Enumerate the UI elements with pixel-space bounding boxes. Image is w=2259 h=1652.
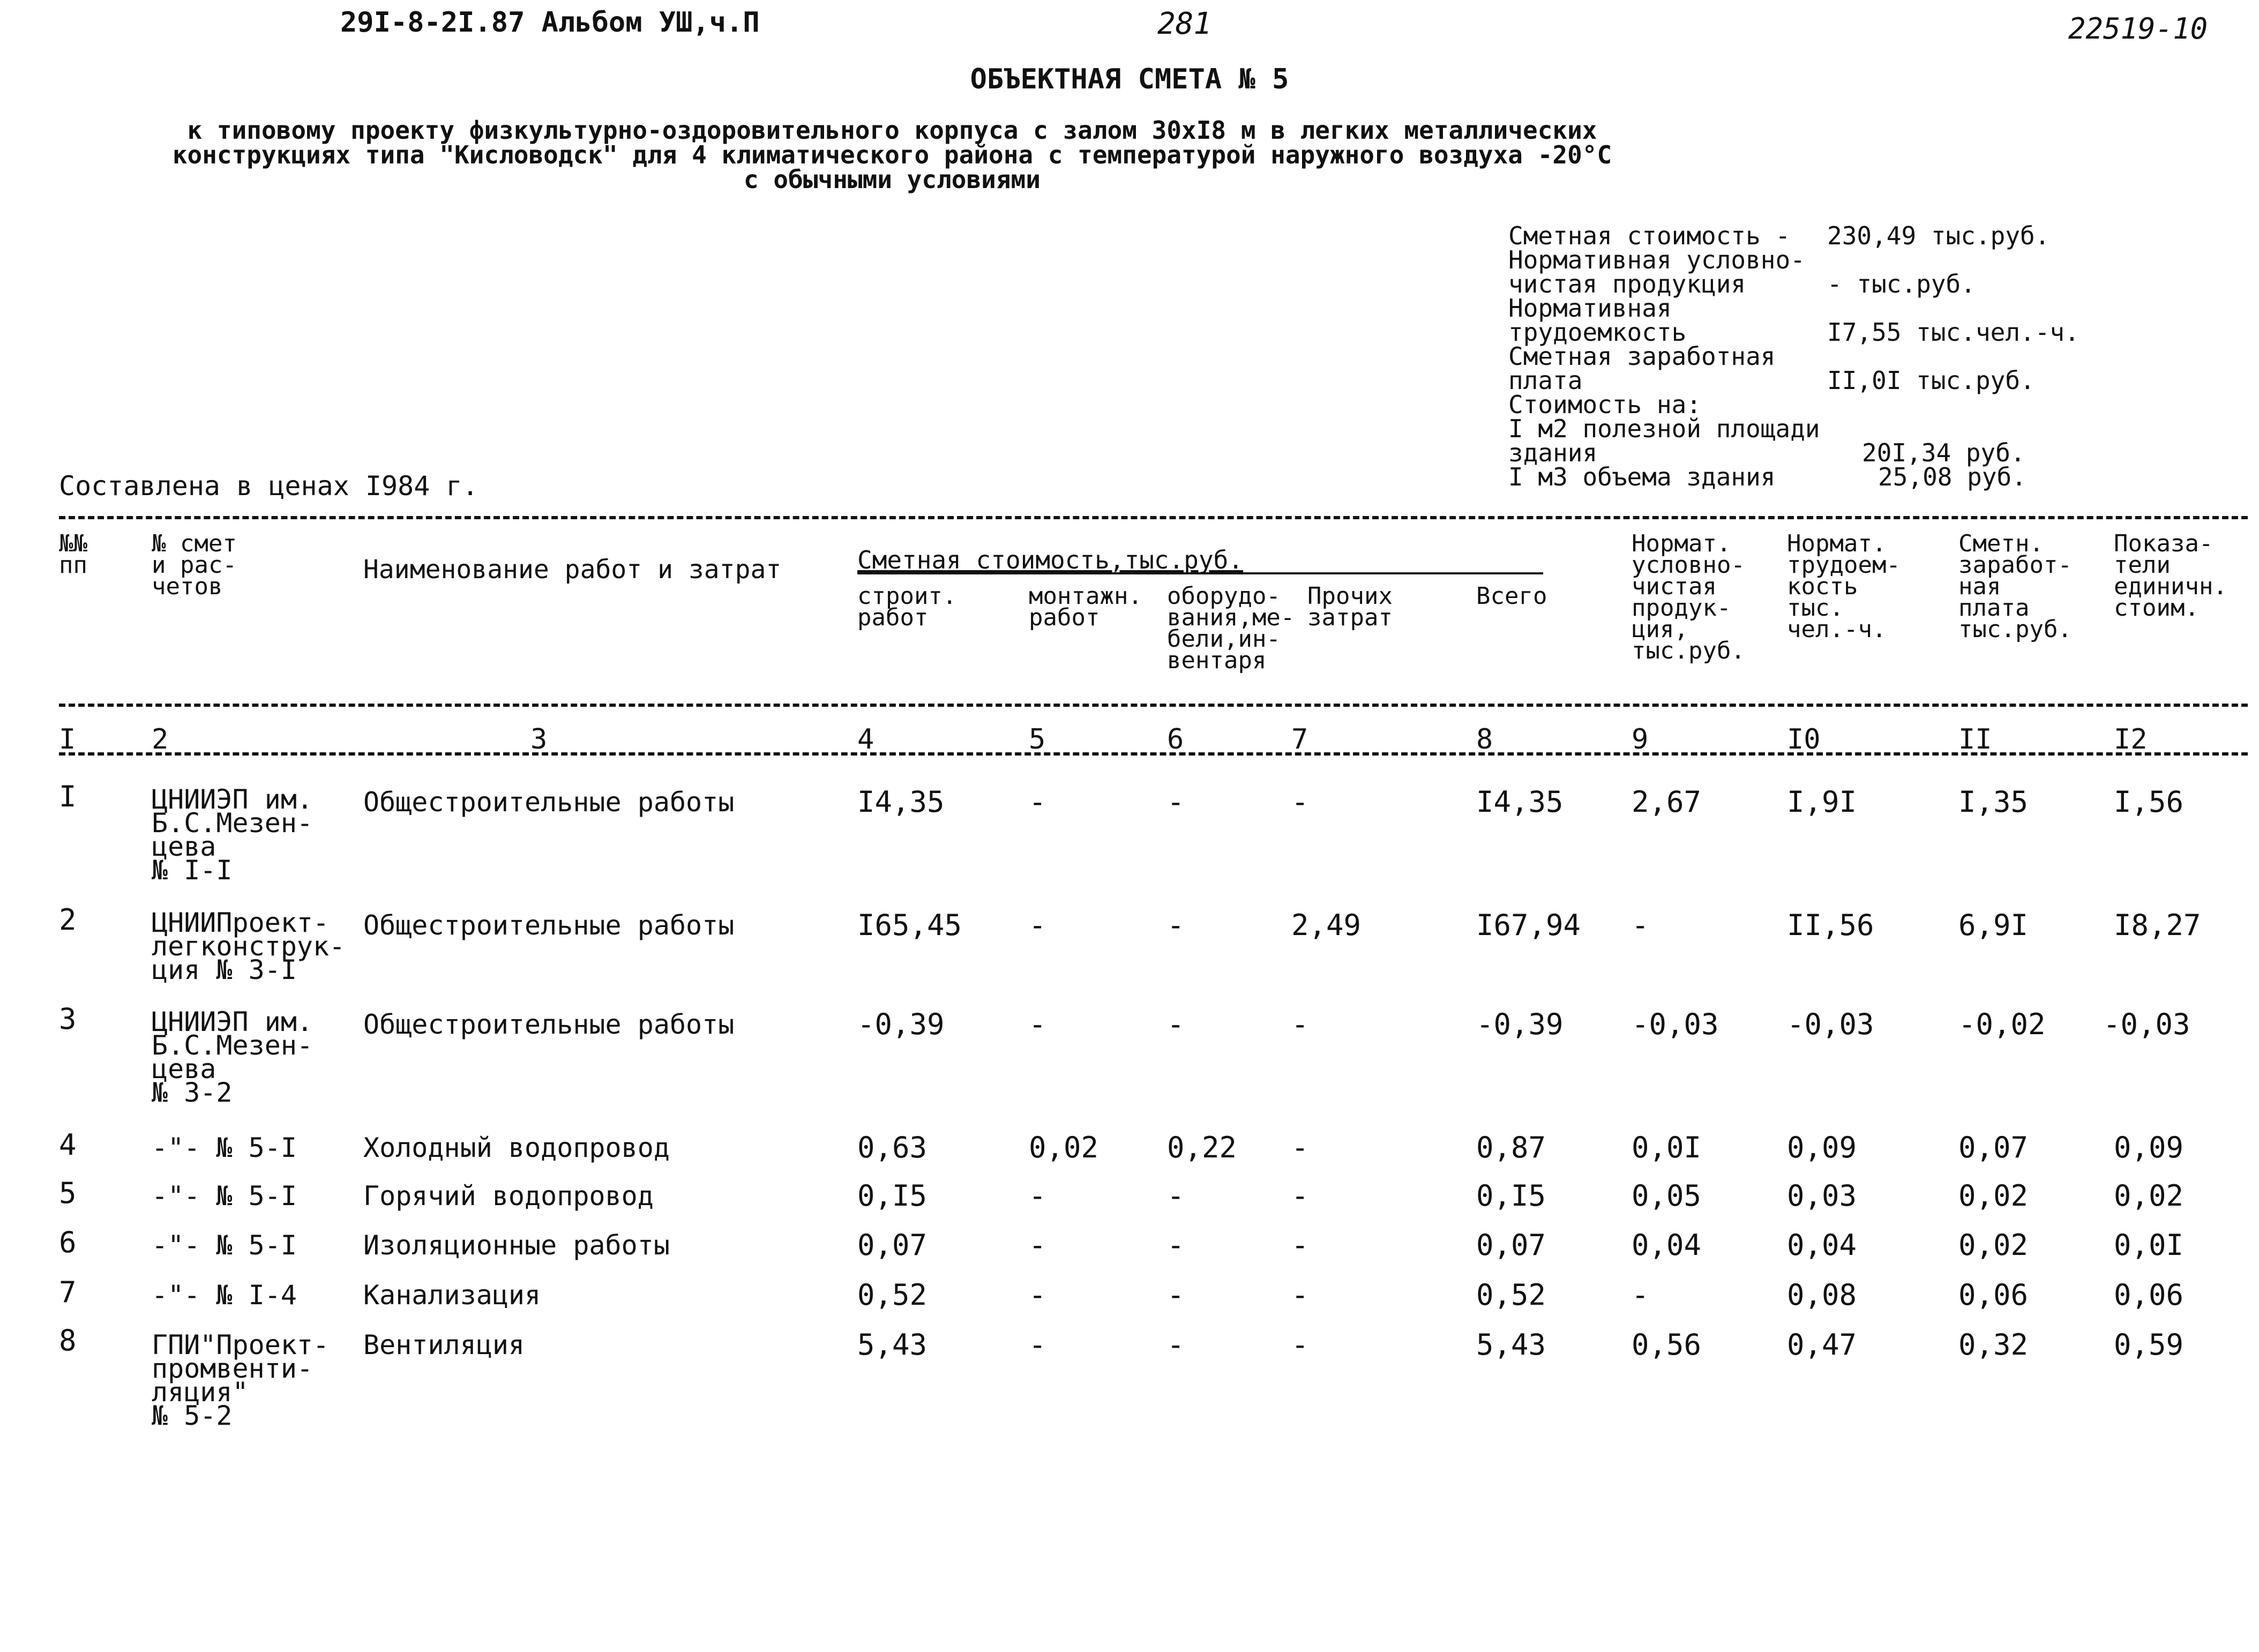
- row-number: 2: [59, 903, 77, 937]
- cost-equipment: -: [1167, 785, 1185, 819]
- header-col-12: Показа- тели единичн. стоим.: [2114, 530, 2227, 622]
- net-production: -: [1632, 1278, 1649, 1312]
- cost-equipment: -: [1167, 1007, 1185, 1041]
- cost-installation: -: [1029, 908, 1046, 942]
- summary-value: 25,08 руб.: [1878, 462, 2026, 491]
- unit-cost-indicator: 0,02: [2114, 1179, 2184, 1213]
- column-number: 6: [1167, 723, 1184, 756]
- subtitle-line-2: конструкциях типа "Кисловодск" для 4 климатического района с температурой наружного воздуха -20°С: [172, 140, 1612, 169]
- summary-label: I м2 полезной площади: [1508, 414, 1820, 443]
- labor-intensity: -0,03: [1787, 1007, 1874, 1041]
- cost-equipment: -: [1167, 1179, 1185, 1213]
- estimate-reference: ЦНИИПроект- легконструк- ция № 3-I: [152, 907, 346, 985]
- cost-total: 0,I5: [1476, 1179, 1546, 1213]
- cost-equipment: -: [1167, 908, 1185, 942]
- column-number: 3: [530, 723, 548, 756]
- column-number: I0: [1787, 723, 1821, 756]
- header-col-7: Прочих затрат: [1307, 582, 1393, 631]
- unit-cost-indicator: I8,27: [2114, 908, 2201, 942]
- cost-total: -0,39: [1476, 1007, 1564, 1041]
- labor-intensity: 0,09: [1787, 1131, 1857, 1164]
- work-name: Холодный водопровод: [363, 1132, 670, 1163]
- header-group-underline: [857, 572, 1543, 574]
- cost-total: 0,07: [1476, 1228, 1546, 1262]
- summary-label: Стоимость на:: [1508, 390, 1702, 419]
- summary-label: трудоемкость: [1508, 318, 1687, 347]
- cost-equipment: -: [1167, 1328, 1185, 1362]
- column-number: II: [1958, 723, 1992, 756]
- unit-cost-indicator: 0,59: [2114, 1328, 2184, 1362]
- wages: 0,06: [1958, 1278, 2029, 1312]
- row-number: 3: [59, 1002, 77, 1036]
- column-number-rule: [59, 752, 2248, 756]
- header-bottom-rule: [59, 704, 2248, 707]
- unit-cost-indicator: 0,06: [2114, 1278, 2184, 1312]
- estimate-reference: ЦНИИЭП им. Б.С.Мезен- цева № I-I: [152, 784, 313, 886]
- cost-construction: -0,39: [857, 1007, 945, 1041]
- cost-other: -: [1291, 1007, 1309, 1041]
- estimate-reference: ЦНИИЭП им. Б.С.Мезен- цева № 3-2: [152, 1006, 313, 1108]
- labor-intensity: 0,04: [1787, 1228, 1857, 1262]
- price-basis-note: Составлена в ценах I984 г.: [59, 470, 478, 502]
- estimate-reference: -"- № 5-I: [152, 1230, 297, 1261]
- labor-intensity: I,9I: [1787, 785, 1857, 819]
- net-production: 2,67: [1632, 785, 1702, 819]
- cost-total: 0,52: [1476, 1278, 1546, 1312]
- cost-total: I67,94: [1476, 908, 1581, 942]
- work-name: Общестроительные работы: [363, 787, 735, 818]
- wages: 0,07: [1958, 1131, 2029, 1164]
- row-number: 6: [59, 1225, 77, 1259]
- summary-value: 20I,34 руб.: [1862, 438, 2025, 467]
- summary-label: Нормативная: [1508, 294, 1672, 323]
- cost-installation: -: [1029, 1228, 1046, 1262]
- table-top-rule: [59, 516, 2248, 519]
- document-title: ОБЪЕКТНАЯ СМЕТА № 5: [970, 63, 1289, 95]
- net-production: -0,03: [1632, 1007, 1719, 1041]
- summary-label: плата: [1508, 366, 1583, 395]
- net-production: 0,56: [1632, 1328, 1702, 1362]
- cost-other: -: [1291, 1278, 1309, 1312]
- cost-installation: -: [1029, 1278, 1046, 1312]
- cost-construction: I4,35: [857, 785, 945, 819]
- page-number: 281: [1157, 6, 1212, 41]
- cost-equipment: -: [1167, 1278, 1185, 1312]
- column-number: 8: [1476, 723, 1493, 756]
- cost-total: 0,87: [1476, 1131, 1546, 1164]
- header-col-4: строит. работ: [857, 582, 957, 631]
- cost-construction: I65,45: [857, 908, 962, 942]
- row-number: 7: [59, 1275, 77, 1309]
- wages: 0,02: [1958, 1179, 2029, 1213]
- wages: 6,9I: [1958, 908, 2029, 942]
- work-name: Канализация: [363, 1280, 541, 1311]
- summary-label: чистая продукция: [1508, 270, 1746, 298]
- column-number: 4: [857, 723, 874, 756]
- summary-value: - тыс.руб.: [1827, 270, 1976, 298]
- work-name: Вентиляция: [363, 1329, 525, 1361]
- summary-value: I7,55 тыс.чел.-ч.: [1827, 318, 2080, 347]
- summary-label: Сметная стоимость -: [1508, 221, 1791, 250]
- unit-cost-indicator: 0,0I: [2114, 1228, 2184, 1262]
- cost-other: 2,49: [1291, 908, 1362, 942]
- labor-intensity: 0,03: [1787, 1179, 1857, 1213]
- unit-cost-indicator: 0,09: [2114, 1131, 2184, 1164]
- cost-total: I4,35: [1476, 785, 1564, 819]
- subtitle-line-1: к типовому проекту физкультурно-оздоровительного корпуса с залом 30хI8 м в легких металлических: [187, 116, 1597, 145]
- column-number: I: [59, 723, 76, 756]
- work-name: Общестроительные работы: [363, 1009, 735, 1040]
- cost-other: -: [1291, 1328, 1309, 1362]
- wages: 0,32: [1958, 1328, 2029, 1362]
- column-number: 5: [1029, 723, 1046, 756]
- estimate-reference: ГПИ"Проект- промвенти- ляция" № 5-2: [152, 1329, 330, 1431]
- cost-construction: 0,52: [857, 1278, 927, 1312]
- cost-installation: -: [1029, 1007, 1046, 1041]
- estimate-reference: -"- № 5-I: [152, 1132, 297, 1163]
- unit-cost-indicator: I,56: [2114, 785, 2184, 819]
- cost-installation: -: [1029, 1328, 1046, 1362]
- row-number: I: [59, 780, 77, 813]
- work-name: Горячий водопровод: [363, 1180, 654, 1212]
- column-number: 9: [1632, 723, 1649, 756]
- cost-total: 5,43: [1476, 1328, 1546, 1362]
- cost-construction: 5,43: [857, 1328, 927, 1362]
- cost-installation: -: [1029, 785, 1046, 819]
- row-number: 8: [59, 1324, 77, 1357]
- summary-value: 230,49 тыс.руб.: [1827, 221, 2050, 250]
- net-production: 0,0I: [1632, 1131, 1702, 1164]
- header-col-8: Всего: [1476, 582, 1547, 610]
- header-col-6: оборудо- вания,ме- бели,ин- вентаря: [1167, 582, 1295, 674]
- estimate-reference: -"- № I-4: [152, 1280, 297, 1311]
- summary-value: II,0I тыс.руб.: [1827, 366, 2035, 395]
- cost-other: -: [1291, 1131, 1309, 1164]
- document-code: 22519-10: [2068, 12, 2208, 46]
- labor-intensity: 0,08: [1787, 1278, 1857, 1312]
- header-col-9: Нормат. условно- чистая продук- ция, тыс.руб.: [1632, 530, 1745, 664]
- cost-construction: 0,63: [857, 1131, 927, 1164]
- row-number: 4: [59, 1128, 77, 1162]
- wages: 0,02: [1958, 1228, 2029, 1262]
- row-number: 5: [59, 1176, 77, 1210]
- subtitle-line-3: с обычными условиями: [744, 165, 1041, 194]
- summary-label: Нормативная условно-: [1508, 245, 1805, 274]
- wages: I,35: [1958, 785, 2029, 819]
- header-group-cost: Сметная стоимость,тыс.руб.: [857, 545, 1244, 574]
- cost-construction: 0,07: [857, 1228, 927, 1262]
- work-name: Общестроительные работы: [363, 910, 735, 941]
- net-production: 0,04: [1632, 1228, 1702, 1262]
- cost-other: -: [1291, 785, 1309, 819]
- summary-label: здания: [1508, 438, 1598, 467]
- work-name: Изоляционные работы: [363, 1230, 670, 1261]
- cost-other: -: [1291, 1228, 1309, 1262]
- cost-installation: 0,02: [1029, 1131, 1099, 1164]
- summary-label: I м3 объема здания: [1508, 462, 1776, 491]
- cost-equipment: -: [1167, 1228, 1185, 1262]
- column-number: 2: [152, 723, 169, 756]
- column-number: I2: [2114, 723, 2148, 756]
- estimate-reference: -"- № 5-I: [152, 1180, 297, 1212]
- header-col-2: № смет и рас- четов: [152, 530, 237, 600]
- header-col-3: Наименование работ и затрат: [363, 555, 782, 585]
- header-col-11: Сметн. заработ- ная плата тыс.руб.: [1958, 530, 2072, 643]
- album-reference: 29I-8-2I.87 Альбом УШ,ч.П: [340, 6, 760, 39]
- wages: -0,02: [1958, 1007, 2046, 1041]
- cost-construction: 0,I5: [857, 1179, 927, 1213]
- net-production: -: [1632, 908, 1649, 942]
- cost-installation: -: [1029, 1179, 1046, 1213]
- cost-other: -: [1291, 1179, 1309, 1213]
- header-col-1: №№ пп: [59, 530, 87, 579]
- summary-label: Сметная заработная: [1508, 342, 1776, 371]
- header-col-10: Нормат. трудоем- кость тыс. чел.-ч.: [1787, 530, 1901, 643]
- column-number: 7: [1291, 723, 1308, 756]
- header-col-5: монтажн. работ: [1029, 582, 1142, 631]
- cost-equipment: 0,22: [1167, 1131, 1237, 1164]
- unit-cost-indicator: -0,03: [2103, 1007, 2190, 1041]
- net-production: 0,05: [1632, 1179, 1702, 1213]
- labor-intensity: 0,47: [1787, 1328, 1857, 1362]
- labor-intensity: II,56: [1787, 908, 1874, 942]
